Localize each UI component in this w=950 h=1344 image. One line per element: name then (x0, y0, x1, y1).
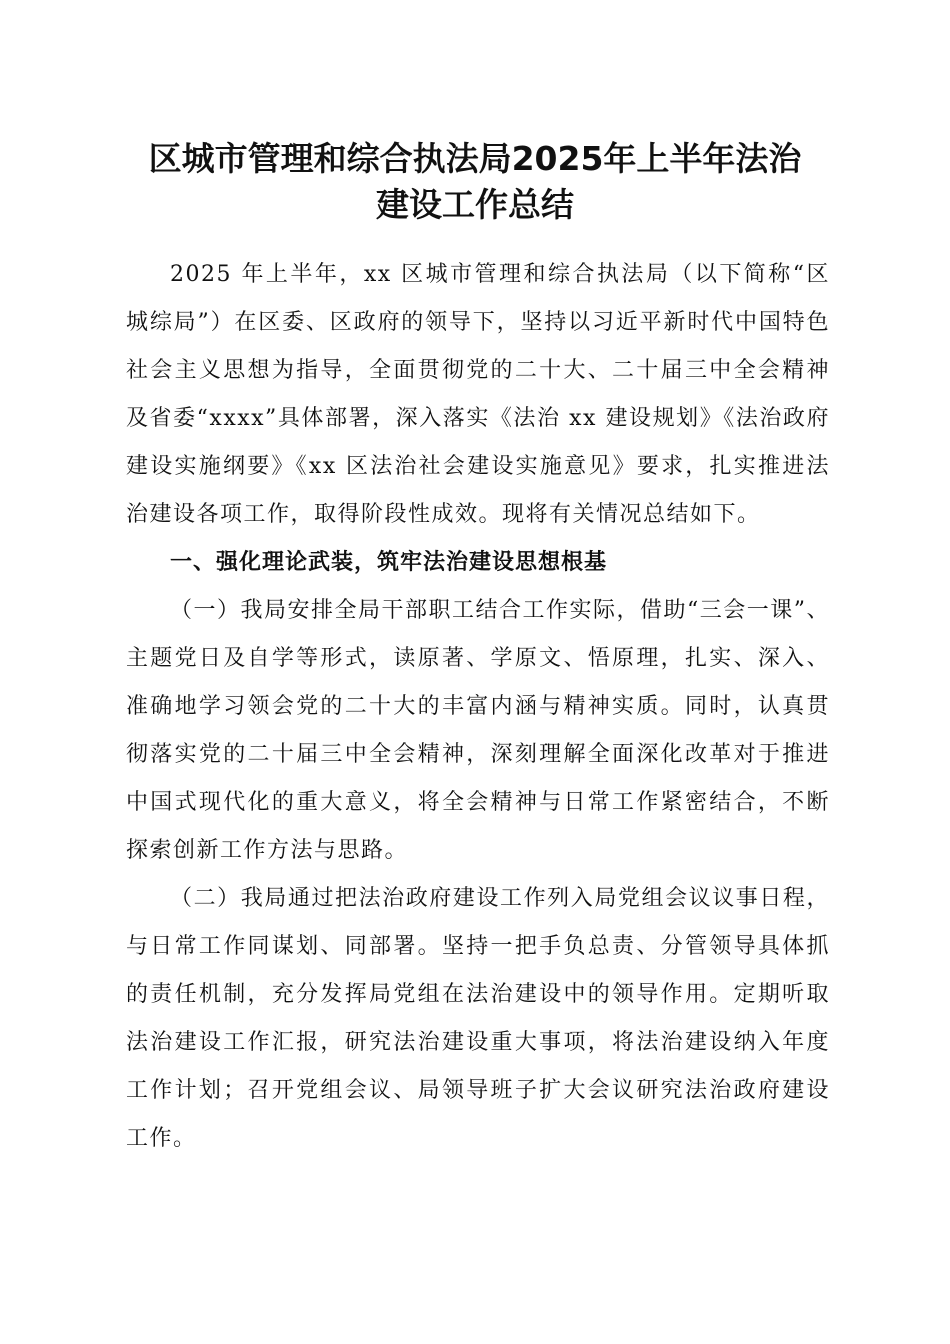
intro-paragraph: 2025 年上半年，xx 区城市管理和综合执法局（以下简称“区城综局”）在区委、区政府的领导下，坚持以习近平新时代中国特色社会主义思想为指导，全面贯彻党的二十大、二十届三中全会精神及省委“xxxx”具体部署，深入落实《法治 xx 建设规划》《法治政府建设实施纲要》《xx 区法治社会建设实施意见》要求，扎实推进法治建设各项工作，取得阶段性成效。现将有关情况总结如下。 (126, 262, 830, 527)
document-title-line-2: 建设工作总结 (376, 185, 574, 224)
section-1-paragraph-1: （一）我局安排全局干部职工结合工作实际，借助“三会一课”、主题党日及自学等形式，读原著、学原文、悟原理，扎实、深入、准确地学习领会党的二十大的丰富内涵与精神实质。同时，认真贯彻落实党的二十届三中全会精神，深刻理解全面深化改革对于推进中国式现代化的重大意义，将全会精神与日常工作紧密结合，不断探索创新工作方法与思路。 (126, 598, 830, 863)
document-title-line-1: 区城市管理和综合执法局2025年上半年法治 (148, 139, 802, 178)
section-1-paragraph-2: （二）我局通过把法治政府建设工作列入局党组会议议事日程，与日常工作同谋划、同部署。坚持一把手负总责、分管领导具体抓的责任机制，充分发挥局党组在法治建设中的领导作用。定期听取法治建设工作汇报，研究法治建设重大事项，将法治建设纳入年度工作计划；召开党组会议、局领导班子扩大会议研究法治政府建设工作。 (126, 886, 830, 1151)
document-body (126, 251, 830, 1163)
section-1-heading: 一、强化理论武装，筑牢法治建设思想根基 (170, 550, 608, 575)
